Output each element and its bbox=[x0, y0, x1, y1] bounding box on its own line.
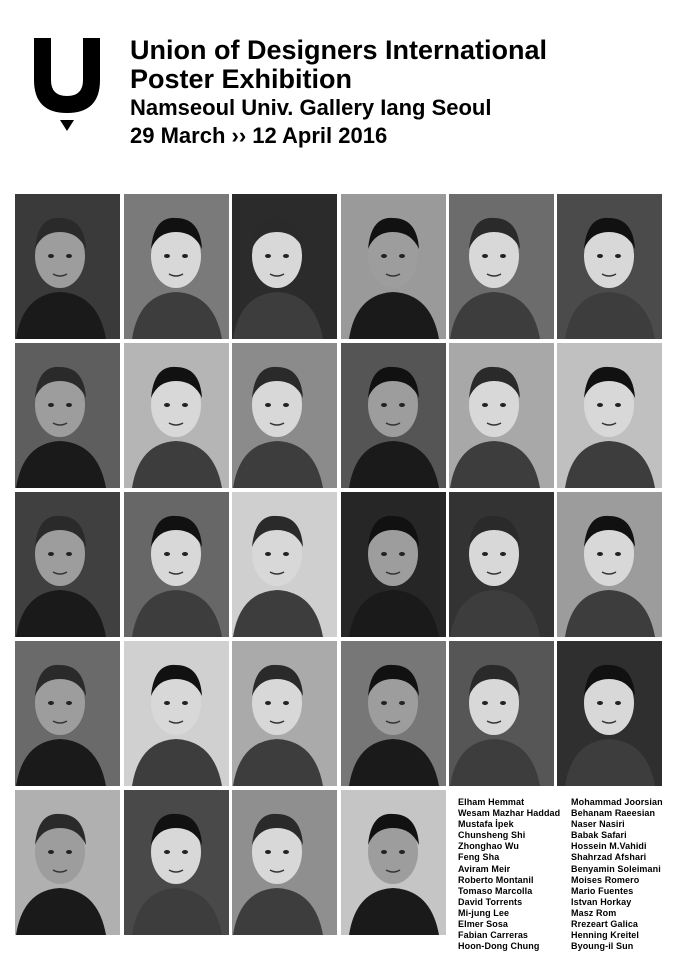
designer-portrait bbox=[124, 492, 229, 637]
dates-text: 29 March ›› 12 April 2016 bbox=[130, 123, 388, 148]
designer-name: Hossein M.Vahidi bbox=[571, 841, 647, 852]
designer-name: Elham Hemmat bbox=[458, 797, 525, 807]
designer-portrait bbox=[15, 194, 120, 339]
portrait-image bbox=[15, 492, 120, 637]
designer-portrait bbox=[341, 492, 446, 637]
designer-name: David Torrents bbox=[458, 896, 523, 907]
designer-portrait bbox=[232, 790, 337, 935]
portrait-image bbox=[232, 790, 337, 935]
designer-portrait bbox=[232, 194, 337, 339]
designer-name: Roberto Montanil bbox=[458, 874, 534, 885]
portrait-image bbox=[341, 343, 446, 488]
portrait-image bbox=[449, 492, 554, 637]
portrait-image bbox=[557, 194, 662, 339]
designer-list-right bbox=[571, 797, 663, 952]
portrait-image bbox=[232, 492, 337, 637]
designer-portrait bbox=[449, 194, 554, 339]
portrait-image bbox=[449, 641, 554, 786]
designer-portrait bbox=[341, 641, 446, 786]
portrait-image bbox=[557, 641, 662, 786]
designer-name: Fabian Carreras bbox=[458, 930, 529, 941]
portrait-image bbox=[557, 343, 662, 488]
portrait-image bbox=[341, 194, 446, 339]
designer-portrait bbox=[341, 194, 446, 339]
portrait-image bbox=[232, 194, 337, 339]
designer-portrait bbox=[124, 641, 229, 786]
designer-name: Istvan Horkay bbox=[571, 896, 632, 907]
designer-portrait bbox=[557, 343, 662, 488]
designer-name: Henning Kreitel bbox=[571, 930, 640, 941]
designer-portrait bbox=[15, 343, 120, 488]
designer-name: Moises Romero bbox=[571, 874, 640, 885]
designer-portrait bbox=[557, 194, 662, 339]
portrait-image bbox=[557, 492, 662, 637]
designer-name: Feng Sha bbox=[458, 852, 500, 863]
designer-portrait bbox=[15, 790, 120, 935]
designer-list-left bbox=[458, 797, 560, 952]
designer-portrait bbox=[341, 343, 446, 488]
title-block bbox=[130, 36, 547, 150]
exhibition-title-line2: Poster Exhibition bbox=[130, 64, 353, 94]
u-logo-icon bbox=[34, 38, 100, 134]
exhibition-title-line1: Union of Designers International bbox=[130, 35, 548, 65]
portrait-image bbox=[15, 790, 120, 935]
designer-portrait bbox=[124, 194, 229, 339]
designer-portrait bbox=[449, 343, 554, 488]
designer-portrait bbox=[124, 343, 229, 488]
designer-name: Mi-jung Lee bbox=[458, 907, 510, 918]
designer-name: Aviram Meir bbox=[458, 863, 511, 874]
designer-portrait bbox=[124, 790, 229, 935]
designer-portrait bbox=[15, 492, 120, 637]
designer-name: Naser Nasiri bbox=[571, 819, 625, 830]
portrait-image bbox=[124, 492, 229, 637]
portrait-image bbox=[124, 194, 229, 339]
portrait-image bbox=[232, 343, 337, 488]
designer-name: Byoung-il Sun bbox=[571, 941, 634, 952]
designer-name: Masz Rom bbox=[571, 907, 617, 918]
designer-name: Chunsheng Shi bbox=[458, 830, 526, 841]
portrait-image bbox=[232, 641, 337, 786]
portrait-image bbox=[15, 194, 120, 339]
designer-name: Mario Fuentes bbox=[571, 885, 634, 896]
venue-text: Namseoul Univ. Gallery Iang Seoul bbox=[130, 95, 492, 120]
designer-name: Rrezeart Galica bbox=[571, 919, 639, 930]
designer-name: Hoon-Dong Chung bbox=[458, 941, 540, 952]
portrait-image bbox=[341, 492, 446, 637]
designer-portrait bbox=[341, 790, 446, 935]
designer-portrait bbox=[557, 492, 662, 637]
designer-name: Zhonghao Wu bbox=[458, 841, 519, 852]
designer-portrait bbox=[232, 641, 337, 786]
designer-name: Benyamin Soleimani bbox=[571, 863, 661, 874]
portrait-image bbox=[341, 641, 446, 786]
portrait-image bbox=[15, 641, 120, 786]
portrait-image bbox=[124, 790, 229, 935]
designer-name: Behanam Raeesian bbox=[571, 808, 656, 819]
designer-name: Tomaso Marcolla bbox=[458, 885, 533, 896]
udi-logo bbox=[34, 38, 100, 134]
designer-portrait bbox=[232, 492, 337, 637]
designer-portrait bbox=[449, 492, 554, 637]
portrait-image bbox=[449, 343, 554, 488]
portrait-image bbox=[449, 194, 554, 339]
designer-portrait bbox=[15, 641, 120, 786]
designer-portrait bbox=[557, 641, 662, 786]
designer-name: Mustafa İpek bbox=[458, 819, 514, 830]
designer-name: Elmer Sosa bbox=[458, 919, 509, 930]
designer-name: Mohammad Joorsian bbox=[571, 797, 663, 807]
designer-name: Babak Safari bbox=[571, 830, 627, 841]
portrait-image bbox=[124, 641, 229, 786]
portrait-image bbox=[341, 790, 446, 935]
designer-name: Shahrzad Afshari bbox=[571, 852, 647, 863]
portrait-image bbox=[15, 343, 120, 488]
designer-portrait bbox=[232, 343, 337, 488]
designer-name: Wesam Mazhar Haddad bbox=[458, 808, 561, 819]
portrait-image bbox=[124, 343, 229, 488]
designer-portrait bbox=[449, 641, 554, 786]
